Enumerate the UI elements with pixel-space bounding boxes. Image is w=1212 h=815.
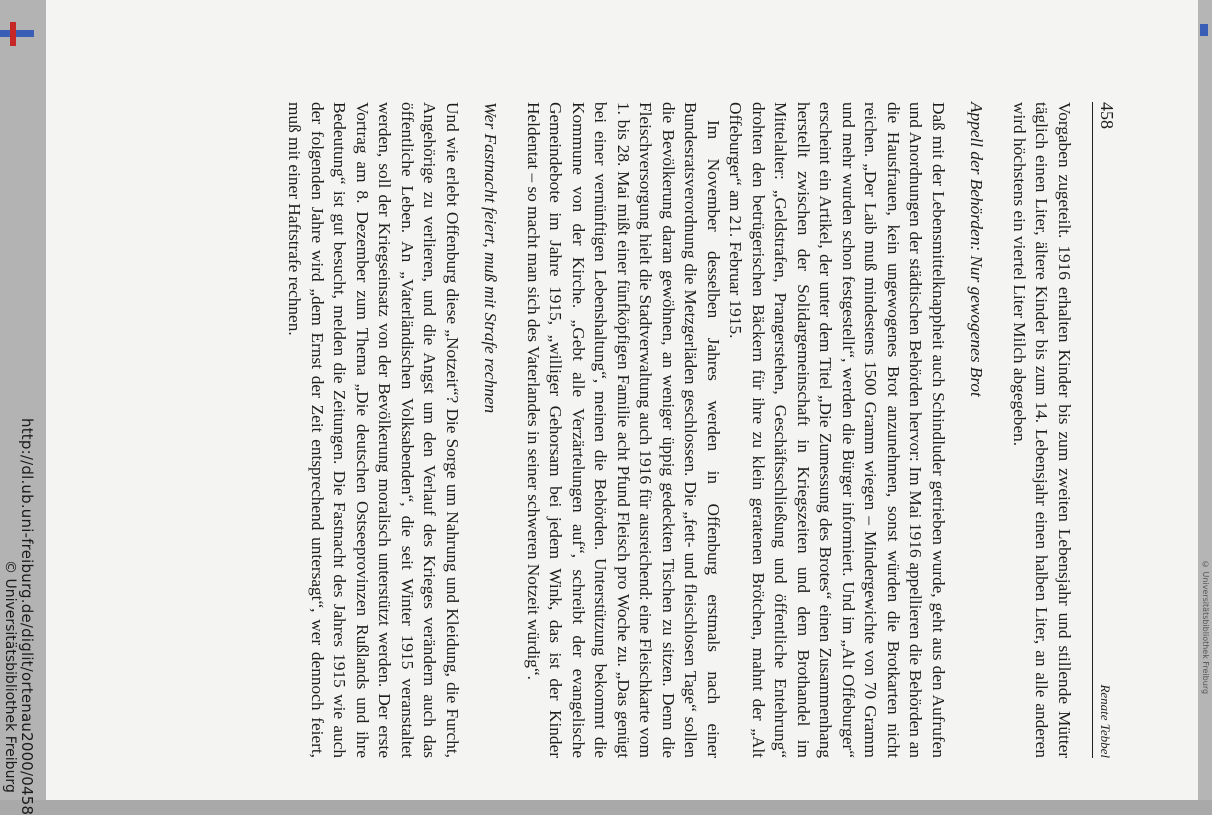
paragraph: Im November desselben Jahres werden in Offenburg erstmals nach einer Bundesratsverordnung die Metzgerläden geschlossen. Die „fett- und fleischlosen Tage“ sollen die Bevölkerung daran gewöhnen, an weniger üppig gedeckten Tischen zu sitzen. Denn die Fleischversorgung hielt die Stadtverwaltung auch 1916 für ausreichend: eine Fleischkarte vom 1. bis 28. Mai mißt einer fünfköpfigen Familie acht Pfund Fleisch pro Woche zu. „Das genügt bei einer vernünftigen Lebenshaltung“, meinen die Behörden. Unterstützung bekommt die Kommune von der Kirche. „Gebt alle Verzärtelungen auf“, schreibt der evangelische Gemeindebote im Jahre 1915, „williger Gehorsam bei jedem Wink, das ist der Kinder Heldentat – so macht man sich des Vaterlandes in seiner schweren Notzeit würdig“.: [524, 102, 723, 758]
section-heading: Appell der Behörden: Nur gewogenes Brot: [967, 102, 987, 397]
running-author: Renate Tebbel: [1098, 684, 1113, 758]
copyright-notice: © Universitätsbibliothek Freiburg: [2, 560, 18, 793]
right-scan-marker-icon: [1200, 24, 1208, 36]
paragraph: Daß mit der Lebensmittelknappheit auch Schindluder getrieben wurde, geht aus den Aufrufen und Anordnungen der städtischen Behörden hervor: Im Mai 1916 appellieren die Behörden an die Hausfrauen, kein ungewogenes Brot anzunehmen, sonst würden die Brotkarten nicht reichen. „Der Laib muß mindestens 1500 Gramm wiegen – Mindergewichte von 70 Gramm und mehr wurden schon festgestellt“, werden die Bürger informiert. Und im „Alt Offeburger“ erscheint ein Artikel, der unter dem Titel „Die Zumessung des Brotes“ einen Zusammenhang herstellt zwischen der Solidargemeinschaft in Kriegszeiten und dem Brothandel im Mittelalter: „Geldstrafen, Prangerstehen, Geschäftsschließung und öffentliche Entehrung“ drohten den betrügerischen Bäckern für ihre zu klein geratenen Brötchen, mahnt der „Alt Offeburger“ am 21. Februar 1915.: [726, 102, 948, 758]
next-page-edge: © Universitätsbibliothek Freiburg: [1201, 560, 1210, 695]
source-url-link[interactable]: http://dl.ub.uni-freiburg.de/diglit/ortenau2000/0458: [18, 418, 36, 815]
section-heading: Wer Fastnacht feiert, muß mit Strafe rechnen: [481, 102, 501, 414]
page-number: 458: [1097, 102, 1117, 129]
scan-marker-red-icon: [10, 22, 16, 46]
page-content: [117, 90, 1117, 770]
article-body: [283, 102, 1075, 758]
paragraph: Und wie erlebt Offenburg diese „Notzeit“? Die Sorge um Nahrung und Kleidung, die Furcht, Angehörige zu verlieren, und die Angst um den Verlauf des Krieges verändern auch das öffentliche Leben. An „Vaterländischen Volksabenden“, die seit Winter 1915 veranstaltet werden, soll der Kriegseinsatz von der Bevölkerung moralisch unterstützt werden. Der erste Vortrag am 8. Dezember zum Thema „Die deutschen Ostseeprovinzen Rußlands und ihre Bedeutung“ ist gut besucht, melden die Zeitungen. Die Fastnacht des Jahres 1915 wie auch der folgenden Jahre wird „dem Ernst der Zeit entsprechend untersagt“, wer dennoch feiert, muß mit einer Haftstrafe rechnen.: [285, 102, 462, 758]
paragraph: Vorgaben zugeteilt. 1916 erhalten Kinder bis zum zweiten Lebensjahr und stillende Mütter täglich einen Liter, ältere Kinder bis zum 14. Lebensjahr einen halben Liter, an alle anderen wird höchstens ein viertel Liter Milch abgegeben.: [1010, 102, 1074, 758]
scan-marker-icon: [0, 30, 34, 37]
running-header: [1092, 102, 1117, 758]
